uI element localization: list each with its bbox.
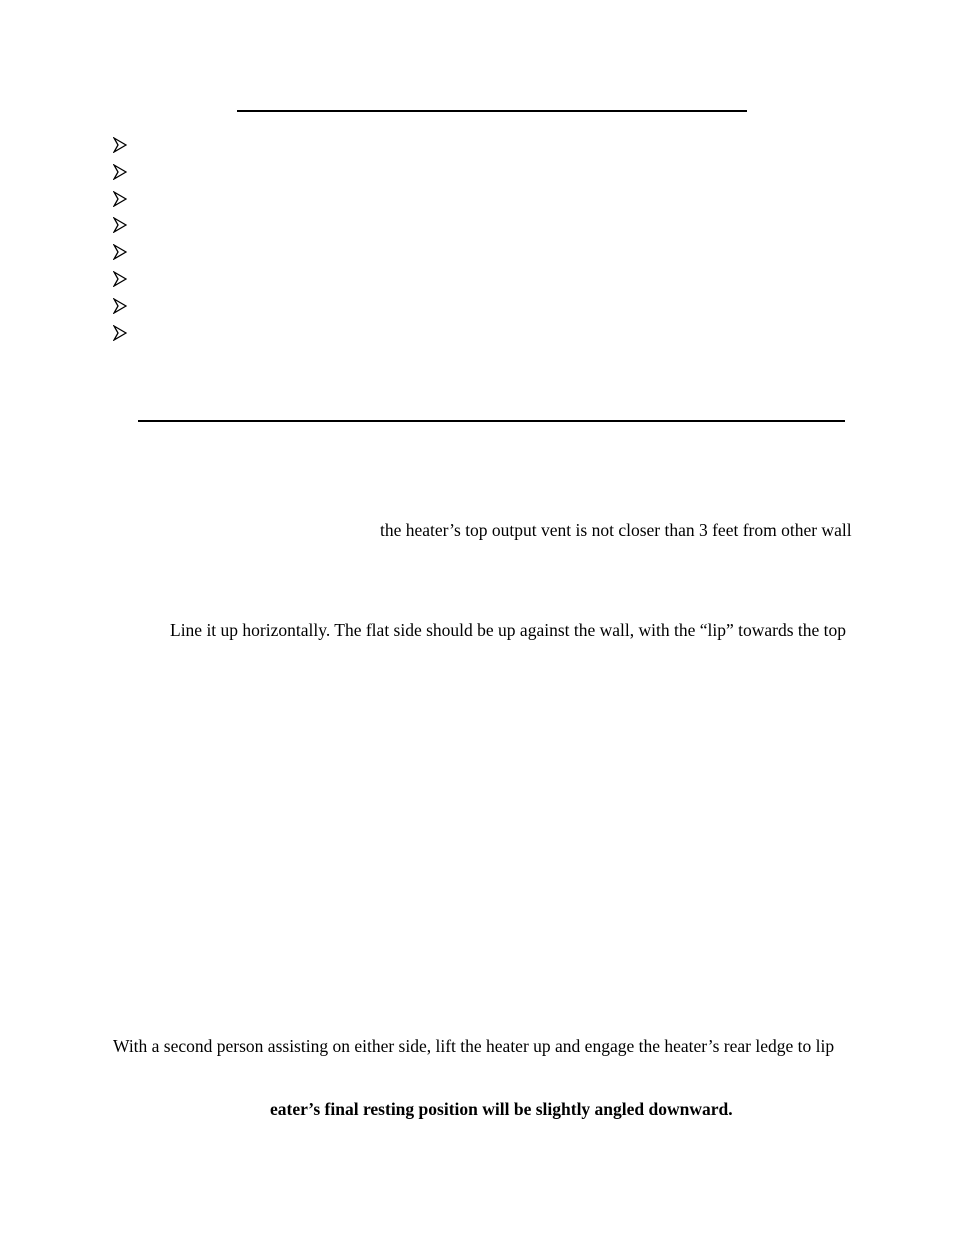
arrowhead-bullet-icon xyxy=(113,271,127,287)
list-item xyxy=(113,271,127,298)
list-item xyxy=(113,244,127,271)
list-item xyxy=(113,191,127,218)
vent-clearance-text: the heater’s top output vent is not closer than 3 feet from other wall xyxy=(380,520,852,540)
arrowhead-bullet-icon xyxy=(113,217,127,233)
lift-instruction-text: With a second person assisting on either side, lift the heater up and engage the heater’s rear ledge to lip xyxy=(113,1036,835,1056)
arrowhead-bullet-icon xyxy=(113,298,127,314)
list-item xyxy=(113,298,127,325)
bracket-alignment-text: Line it up horizontally. The flat side should be up against the wall, with the “lip” towards the top xyxy=(170,620,847,640)
list-item xyxy=(113,137,127,164)
heading-underline-rule xyxy=(237,110,747,112)
arrowhead-bullet-icon xyxy=(113,244,127,260)
arrowhead-bullet-icon xyxy=(113,325,127,341)
list-item xyxy=(113,164,127,191)
list-item xyxy=(113,217,127,244)
arrowhead-bullet-icon xyxy=(113,164,127,180)
arrowhead-bullet-icon xyxy=(113,191,127,207)
section-underline-rule xyxy=(138,420,845,422)
arrowhead-bullet-icon xyxy=(113,137,127,153)
arrow-bullet-list xyxy=(113,137,127,351)
list-item xyxy=(113,325,127,352)
resting-position-note: eater’s final resting position will be slightly angled downward. xyxy=(270,1099,733,1119)
